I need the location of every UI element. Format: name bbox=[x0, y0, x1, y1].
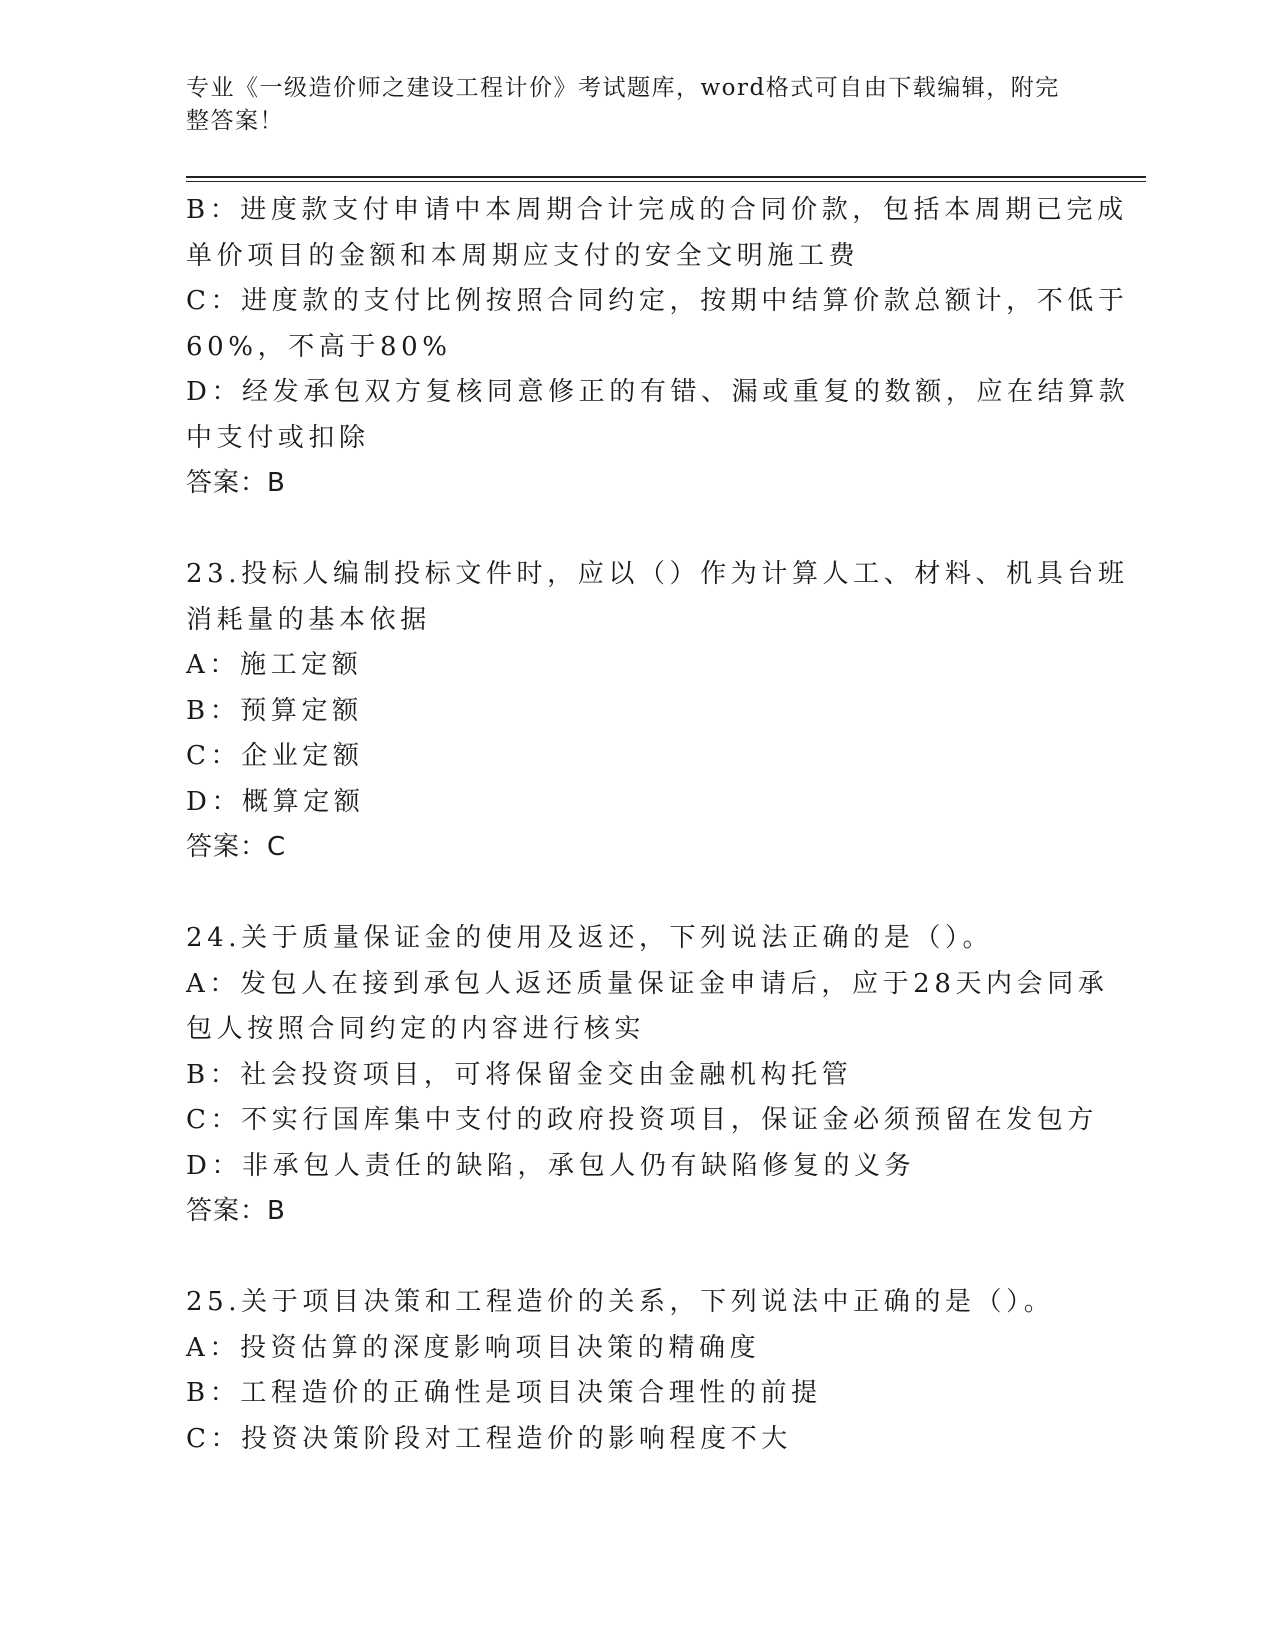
spacer bbox=[186, 1235, 1086, 1281]
q23-option-b: B：预算定额 bbox=[186, 695, 363, 726]
header-line-2: 整答案！ bbox=[186, 108, 284, 134]
spacer bbox=[186, 871, 1086, 917]
q22-option-d-line-1: D：经发承包双方复核同意修正的有错、漏或重复的数额，应在结算款 bbox=[186, 377, 1130, 407]
q24-stem: 24.关于质量保证金的使用及返还，下列说法正确的是（）。 bbox=[186, 923, 994, 953]
question-23-block bbox=[186, 552, 1129, 871]
q25-option-b: B：工程造价的正确性是项目决策合理性的前提 bbox=[186, 1378, 822, 1408]
header-rule-thin bbox=[186, 181, 1146, 182]
q24-answer: 答案：B bbox=[186, 1196, 286, 1226]
q24-option-d: D：非承包人责任的缺陷，承包人仍有缺陷修复的义务 bbox=[186, 1150, 916, 1181]
q25-option-c: C：投资决策阶段对工程造价的影响程度不大 bbox=[186, 1423, 792, 1454]
q23-option-d: D：概算定额 bbox=[186, 786, 365, 817]
header-rule-thick bbox=[186, 176, 1146, 178]
question-24-block bbox=[186, 916, 1109, 1235]
q23-answer: 答案：C bbox=[186, 832, 287, 862]
q23-stem-line-1: 23.投标人编制投标文件时，应以（）作为计算人工、材料、机具台班 bbox=[186, 559, 1129, 589]
q24-option-a-line-1: A：发包人在接到承包人返还质量保证金申请后，应于28天内会同承 bbox=[186, 968, 1109, 999]
q24-option-b: B：社会投资项目，可将保留金交由金融机构托管 bbox=[186, 1059, 853, 1090]
q25-stem: 25.关于项目决策和工程造价的关系，下列说法中正确的是（）。 bbox=[186, 1287, 1055, 1317]
q22-option-c-line-2: 60%，不高于80% bbox=[186, 331, 452, 362]
q22-option-b-line-1: B：进度款支付申请中本周期合计完成的合同价款，包括本周期已完成 bbox=[186, 195, 1128, 225]
q23-stem-line-2: 消耗量的基本依据 bbox=[186, 604, 431, 635]
q24-option-a-line-2: 包人按照合同约定的内容进行核实 bbox=[186, 1014, 646, 1044]
question-25-block bbox=[186, 1280, 1086, 1462]
header-line-1: 专业《一级造价师之建设工程计价》考试题库，word格式可自由下载编辑，附完 bbox=[186, 75, 1060, 101]
question-22-block bbox=[186, 188, 1130, 507]
q23-option-c: C：企业定额 bbox=[186, 741, 364, 771]
q22-option-d-line-2: 中支付或扣除 bbox=[186, 422, 370, 453]
q23-option-a: A：施工定额 bbox=[186, 650, 363, 680]
q22-option-b-line-2: 单价项目的金额和本周期应支付的安全文明施工费 bbox=[186, 240, 860, 271]
q22-option-c-line-1: C：进度款的支付比例按照合同约定，按期中结算价款总额计，不低于 bbox=[186, 286, 1129, 316]
q24-option-c: C：不实行国库集中支付的政府投资项目，保证金必须预留在发包方 bbox=[186, 1105, 1098, 1135]
document-body bbox=[186, 188, 1130, 1462]
q25-option-a: A：投资估算的深度影响项目决策的精确度 bbox=[186, 1332, 761, 1363]
page-header bbox=[186, 72, 1066, 138]
spacer bbox=[186, 507, 1086, 553]
q22-answer: 答案：B bbox=[186, 468, 286, 498]
